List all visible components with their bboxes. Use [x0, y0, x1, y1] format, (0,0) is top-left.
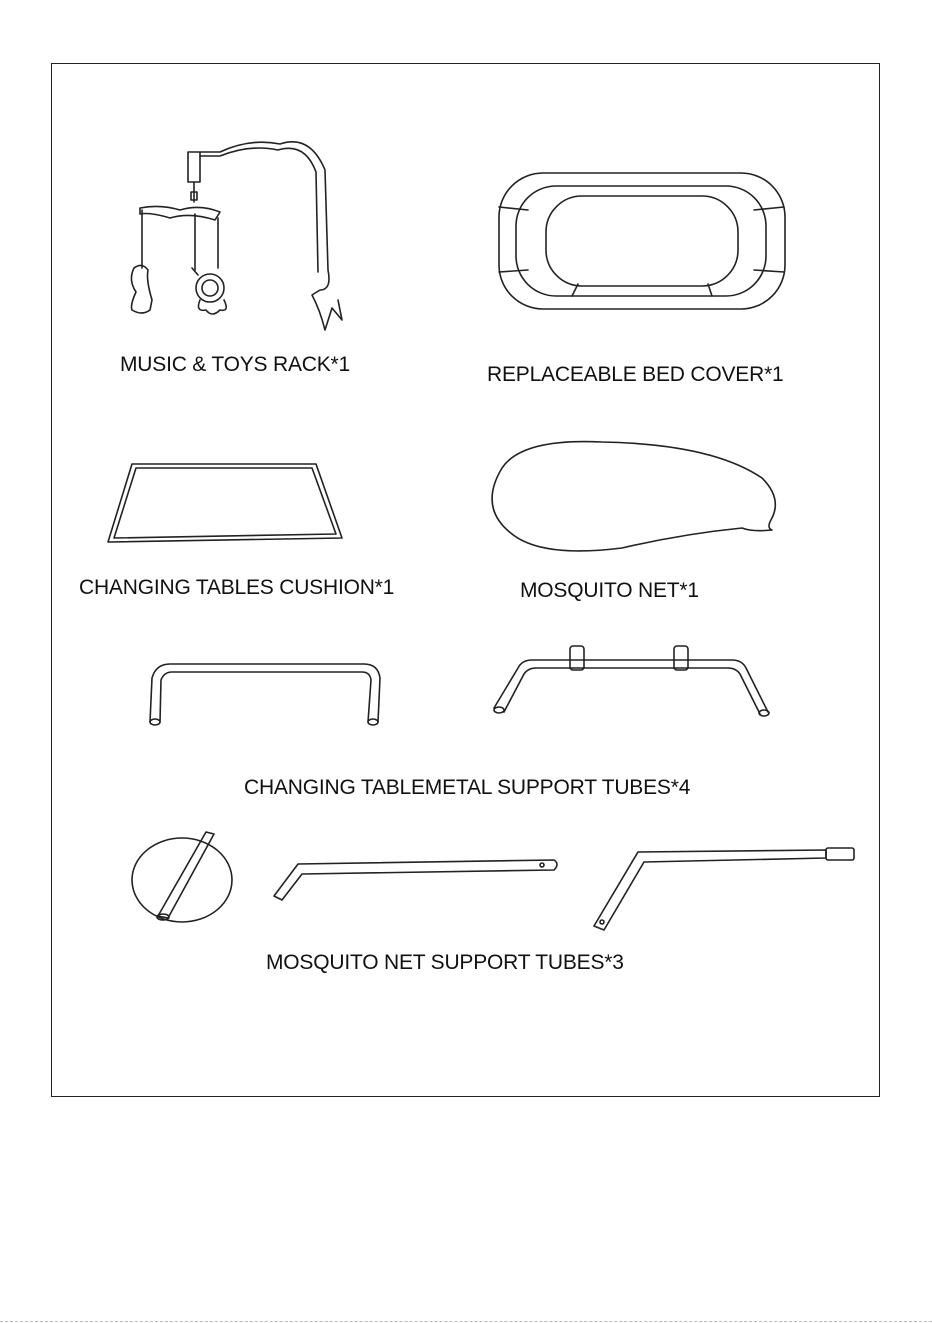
music-toys-rack-icon — [120, 130, 360, 330]
mosquito-net-icon — [482, 438, 782, 560]
cushion-icon — [104, 462, 346, 546]
bed-cover-icon — [498, 172, 788, 312]
support-tube-with-clips-icon — [492, 640, 782, 720]
net-support-tube-icon — [272, 856, 562, 904]
cushion-label: CHANGING TABLES CUSHION*1 — [79, 576, 395, 599]
net-support-long-tube-icon — [590, 842, 858, 934]
page-edge — [0, 1321, 932, 1322]
bed-cover-label: REPLACEABLE BED COVER*1 — [487, 363, 784, 386]
music-rack-label: MUSIC & TOYS RACK*1 — [120, 353, 350, 376]
net-tubes-label: MOSQUITO NET SUPPORT TUBES*3 — [266, 951, 624, 974]
support-tube-icon — [146, 660, 386, 726]
net-support-disc-icon — [128, 826, 238, 926]
mosquito-net-label: MOSQUITO NET*1 — [520, 579, 699, 602]
metal-tubes-label: CHANGING TABLEMETAL SUPPORT TUBES*4 — [244, 776, 691, 799]
